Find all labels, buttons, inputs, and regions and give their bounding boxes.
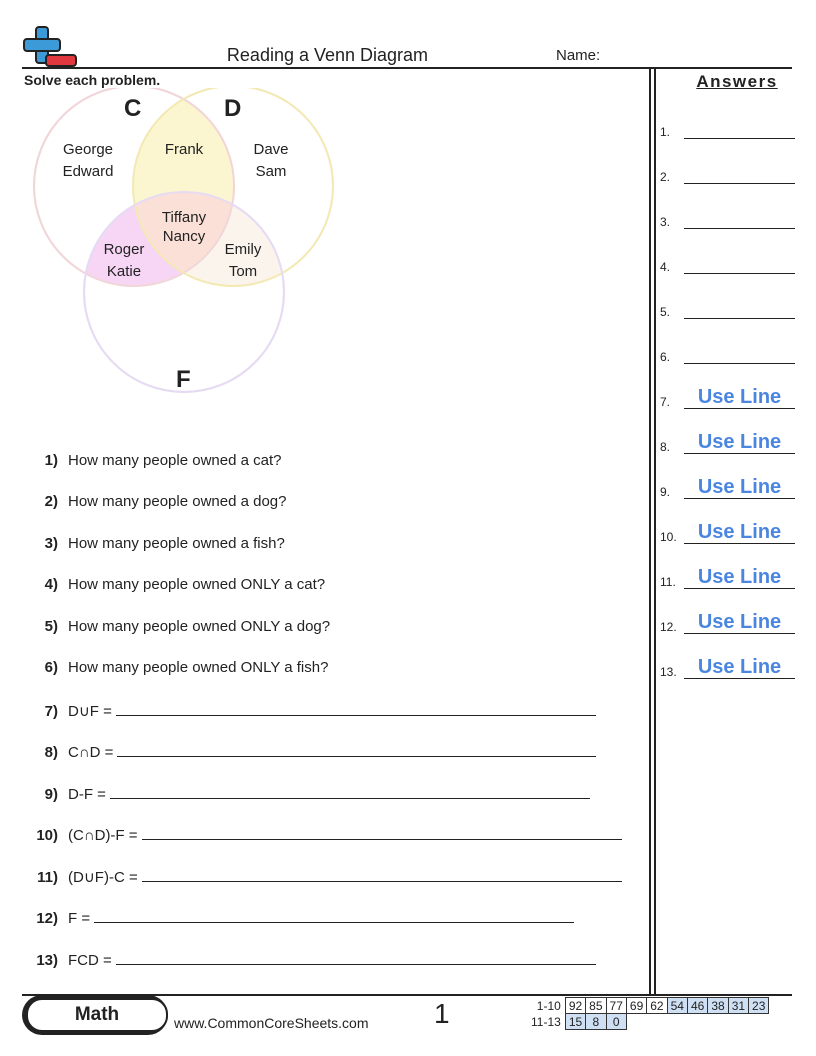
question-number: 2) <box>44 493 58 510</box>
page-number: 1 <box>434 998 450 1029</box>
answer-number: 4. <box>660 260 671 274</box>
score-table <box>528 997 769 1030</box>
venn-person: Tom <box>228 263 258 280</box>
question-text: (C∩D)-F = <box>68 827 138 844</box>
score-cell: 23 <box>749 998 769 1014</box>
question-1 <box>24 452 281 469</box>
set-c-label: C <box>124 95 142 122</box>
question-number: 12) <box>36 910 58 927</box>
question-text: F = <box>68 910 91 927</box>
answer-13 <box>660 656 795 679</box>
answers-divider-2 <box>654 67 656 995</box>
set-f-label: F <box>176 366 191 393</box>
answer-line[interactable]: Use Line <box>684 656 795 679</box>
question-12 <box>24 908 574 927</box>
answer-line[interactable] <box>684 251 795 274</box>
question-13 <box>24 950 596 969</box>
answer-line[interactable] <box>684 341 795 364</box>
answer-number: 8. <box>660 440 671 454</box>
question-8 <box>24 742 596 761</box>
answer-line[interactable] <box>116 950 596 965</box>
answer-10 <box>660 521 795 544</box>
score-cell: 77 <box>606 998 626 1014</box>
score-row-label: 1-10 <box>536 998 561 1013</box>
answer-number: 1. <box>660 125 671 139</box>
instructions: Solve each problem. <box>24 72 161 88</box>
name-label: Name: <box>556 47 601 64</box>
answer-number: 6. <box>660 350 671 364</box>
answer-line[interactable] <box>142 867 622 882</box>
answer-line[interactable]: Use Line <box>684 566 795 589</box>
venn-person: Edward <box>62 163 114 180</box>
region-d-only <box>226 139 316 183</box>
answer-number: 3. <box>660 215 671 229</box>
answer-number: 12. <box>660 620 677 634</box>
set-d-label: D <box>224 95 242 122</box>
answer-4 <box>660 251 795 274</box>
question-text: (D∪F)-C = <box>68 869 138 886</box>
venn-person: Emily <box>224 241 262 258</box>
question-text: FCD = <box>68 952 112 969</box>
question-2 <box>24 493 286 510</box>
venn-person: Tiffany <box>161 209 207 226</box>
answer-line[interactable] <box>684 206 795 229</box>
score-cell: 69 <box>626 998 646 1014</box>
answer-line[interactable] <box>684 116 795 139</box>
question-text: How many people owned ONLY a cat? <box>68 576 326 593</box>
question-text: How many people owned a cat? <box>68 452 282 469</box>
question-text: How many people owned a fish? <box>68 535 285 552</box>
score-cell: 8 <box>586 1014 606 1030</box>
score-cell: 46 <box>687 998 707 1014</box>
answer-number: 7. <box>660 395 671 409</box>
answer-line[interactable] <box>117 742 596 757</box>
venn-person: Frank <box>164 141 204 158</box>
answer-line[interactable]: Use Line <box>684 431 795 454</box>
region-d-and-f <box>198 239 288 283</box>
answer-5 <box>660 296 795 319</box>
question-text: C∩D = <box>68 744 114 761</box>
answer-number: 13. <box>660 665 677 679</box>
question-text: How many people owned ONLY a fish? <box>68 659 329 676</box>
question-number: 8) <box>44 744 58 761</box>
answer-line[interactable]: Use Line <box>684 611 795 634</box>
question-number: 9) <box>44 786 58 803</box>
question-number: 10) <box>36 827 58 844</box>
question-number: 5) <box>44 618 58 635</box>
score-row-label: 11-13 <box>531 1014 561 1029</box>
answer-2 <box>660 161 795 184</box>
question-number: 13) <box>36 952 58 969</box>
question-text: D-F = <box>68 786 106 803</box>
answer-12 <box>660 611 795 634</box>
question-number: 6) <box>44 659 58 676</box>
answer-line[interactable]: Use Line <box>684 386 795 409</box>
score-cell: 85 <box>586 998 606 1014</box>
answer-line[interactable] <box>684 161 795 184</box>
question-number: 1) <box>44 452 58 469</box>
answer-8 <box>660 431 795 454</box>
answer-line[interactable] <box>116 701 596 716</box>
subject-badge: Math <box>26 998 168 1032</box>
score-row <box>528 1014 769 1030</box>
region-c-and-d <box>139 139 229 161</box>
answer-line[interactable]: Use Line <box>684 521 795 544</box>
answers-divider <box>649 67 651 995</box>
answer-6 <box>660 341 795 364</box>
header-rule <box>22 67 792 69</box>
answer-11 <box>660 566 795 589</box>
question-text: How many people owned a dog? <box>68 493 287 510</box>
venn-person: Dave <box>253 141 289 158</box>
question-text: D∪F = <box>68 703 112 720</box>
question-6 <box>24 659 328 676</box>
score-row <box>528 998 769 1014</box>
score-cell: 15 <box>565 1014 585 1030</box>
score-cell: 62 <box>647 998 667 1014</box>
page-title: Reading a Venn Diagram <box>226 45 429 65</box>
answer-number: 11. <box>660 575 676 589</box>
answers-heading: Answers <box>696 72 778 91</box>
score-cell: 31 <box>728 998 748 1014</box>
answer-number: 9. <box>660 485 671 499</box>
question-7 <box>24 701 596 720</box>
answer-1 <box>660 116 795 139</box>
answer-number: 2. <box>660 170 671 184</box>
answer-number: 5. <box>660 305 671 319</box>
venn-person: Katie <box>106 263 142 280</box>
venn-person: Roger <box>103 241 145 258</box>
question-number: 4) <box>44 576 58 593</box>
question-3 <box>24 535 285 552</box>
answer-7 <box>660 386 795 409</box>
question-5 <box>24 618 330 635</box>
question-number: 7) <box>44 703 58 720</box>
region-c-only <box>43 139 133 183</box>
score-cell: 0 <box>606 1014 626 1030</box>
venn-person: Sam <box>255 163 287 180</box>
question-4 <box>24 576 325 593</box>
answer-9 <box>660 476 795 499</box>
venn-person: Nancy <box>162 228 206 245</box>
score-cell: 92 <box>565 998 585 1014</box>
question-text: How many people owned ONLY a dog? <box>68 618 331 635</box>
answer-number: 10. <box>660 530 677 544</box>
answer-line[interactable] <box>94 908 574 923</box>
answer-line[interactable] <box>684 296 795 319</box>
region-c-and-f <box>79 239 169 283</box>
question-10 <box>24 825 622 844</box>
answer-line[interactable] <box>110 784 590 799</box>
venn-person: George <box>62 141 114 158</box>
answer-3 <box>660 206 795 229</box>
answer-line[interactable]: Use Line <box>684 476 795 499</box>
question-11 <box>24 867 622 886</box>
question-9 <box>24 784 590 803</box>
score-cell: 54 <box>667 998 687 1014</box>
footer-url[interactable]: www.CommonCoreSheets.com <box>174 1015 369 1031</box>
answer-line[interactable] <box>142 825 622 840</box>
question-number: 11) <box>37 869 58 886</box>
question-number: 3) <box>44 535 58 552</box>
score-cell: 38 <box>708 998 728 1014</box>
